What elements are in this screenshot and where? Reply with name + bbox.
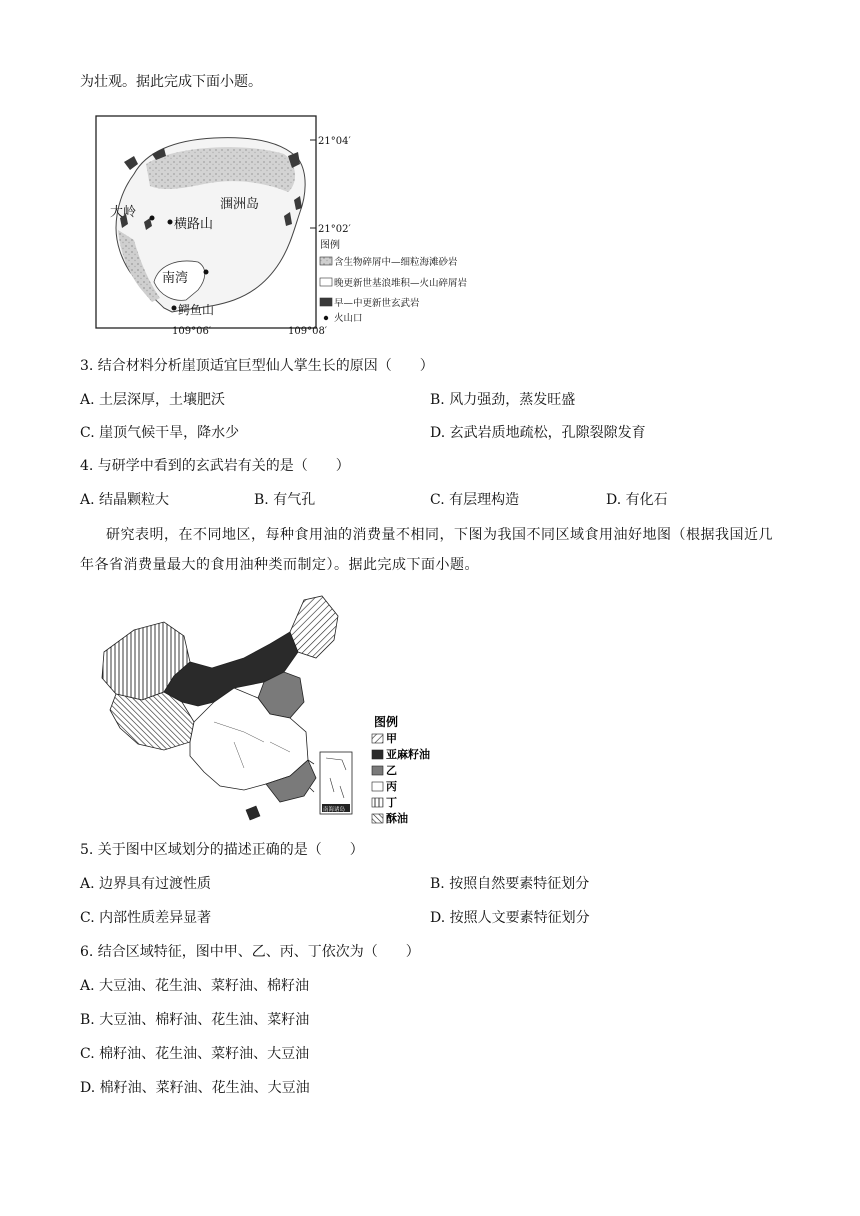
legend-item-sandstone: 含生物碎屑中—细粒海滩砂岩	[334, 257, 458, 268]
crater-icon	[204, 270, 209, 275]
crater-icon	[168, 220, 173, 225]
legend2-butter: 酥油	[386, 812, 408, 825]
legend2-jia: 甲	[386, 732, 397, 745]
q5-option-d[interactable]: D. 按照人文要素特征划分	[430, 910, 590, 926]
q6-option-d[interactable]: D. 棉籽油、菜籽油、花生油、大豆油	[80, 1080, 310, 1096]
legend2-ding: 丁	[386, 796, 397, 809]
q4-option-d[interactable]: D. 有化石	[606, 492, 668, 508]
intro-tail: 为壮观。据此完成下面小题。	[80, 74, 262, 90]
region-northeast	[290, 596, 338, 658]
map1-legend	[320, 238, 468, 324]
q3-option-b[interactable]: B. 风力强劲，蒸发旺盛	[430, 392, 576, 408]
label-daling: 大岭	[110, 205, 137, 220]
label-nanwan: 南湾	[162, 271, 189, 286]
passage-oil: 研究表明，在不同地区，每种食用油的消费量不相同，下图为我国不同区域食用油好地图（根据我国近几年各省消费量最大的食用油种类而制定）。据此完成下面小题。	[80, 527, 773, 573]
legend2-yi: 乙	[386, 764, 397, 777]
basalt-patch	[124, 156, 138, 170]
legend-item-basalt: 早—中更新世玄武岩	[334, 298, 420, 309]
crater-icon	[150, 216, 155, 221]
q3-option-a[interactable]: A. 土层深厚，土壤肥沃	[80, 392, 226, 408]
q5-option-b[interactable]: B. 按照自然要素特征划分	[430, 876, 590, 892]
q3-stem: 3. 结合材料分析崖顶适宜巨型仙人掌生长的原因（ ）	[80, 358, 434, 374]
lat-top: 21°04′	[318, 136, 351, 147]
china-oil-map	[94, 592, 454, 830]
legend2-title: 图例	[374, 715, 399, 729]
label-eyu: 鳄鱼山	[178, 303, 215, 317]
q6-stem: 6. 结合区域特征，图中甲、乙、丙、丁依次为（ ）	[80, 944, 420, 960]
q6-option-b[interactable]: B. 大豆油、棉籽油、花生油、菜籽油	[80, 1012, 310, 1028]
q5-stem: 5. 关于图中区域划分的描述正确的是（ ）	[80, 842, 364, 858]
crater-icon	[172, 306, 177, 311]
weizhou-island-map	[94, 112, 494, 334]
q6-option-a[interactable]: A. 大豆油、花生油、菜籽油、棉籽油	[80, 978, 310, 994]
lon-right: 109°08′	[288, 326, 328, 334]
inset-label: 南海诸岛	[323, 807, 346, 813]
q4-option-c[interactable]: C. 有层理构造	[430, 492, 520, 508]
q3-option-c[interactable]: C. 崖顶气候干旱，降水少	[80, 425, 240, 441]
lat-mid: 21°02′	[318, 224, 351, 235]
q4-stem: 4. 与研学中看到的玄武岩有关的是（ ）	[80, 458, 350, 474]
q3-option-d[interactable]: D. 玄武岩质地疏松，孔隙裂隙发育	[430, 425, 646, 441]
q4-option-b[interactable]: B. 有气孔	[254, 492, 316, 508]
q5-option-a[interactable]: A. 边界具有过渡性质	[80, 876, 212, 892]
legend-title: 图例	[320, 240, 340, 251]
region-hainan	[246, 806, 260, 820]
label-island: 涠洲岛	[220, 197, 260, 212]
legend-item-pyroclastic: 晚更新世基浪堆积—火山碎屑岩	[334, 278, 468, 289]
map2-legend	[372, 714, 430, 825]
q5-option-c[interactable]: C. 内部性质差异显著	[80, 910, 212, 926]
legend-item-crater: 火山口	[334, 313, 363, 324]
q4-option-a[interactable]: A. 结晶颗粒大	[80, 492, 170, 508]
label-henglu: 横路山	[174, 217, 214, 232]
q6-option-c[interactable]: C. 棉籽油、花生油、菜籽油、大豆油	[80, 1046, 310, 1062]
legend2-linseed: 亚麻籽油	[386, 748, 430, 761]
lon-left: 109°06′	[172, 326, 212, 334]
legend2-bing: 丙	[386, 780, 397, 793]
